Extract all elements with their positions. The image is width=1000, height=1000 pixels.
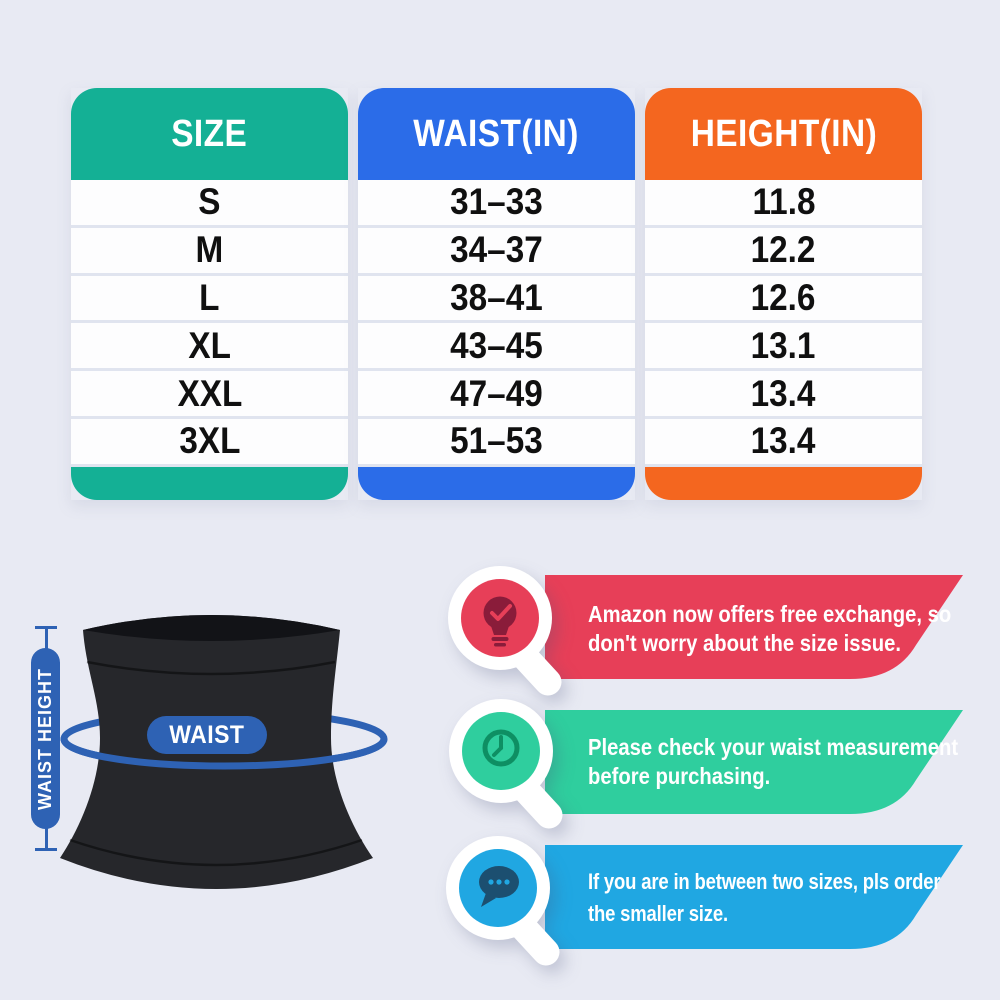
- cell-value: L: [199, 276, 220, 318]
- callout-badge-between-sizes: [432, 822, 582, 982]
- table-cell: [358, 323, 635, 371]
- table-cell: [645, 419, 922, 467]
- waist-column-footer: [358, 467, 635, 500]
- callout-line: don't worry about the size issue.: [588, 630, 901, 656]
- cell-value: 13.1: [751, 324, 816, 366]
- table-cell: [71, 371, 348, 419]
- callout-line: before purchasing.: [588, 763, 771, 789]
- table-cell: [645, 323, 922, 371]
- size-column-footer: [71, 467, 348, 500]
- table-cell: [645, 371, 922, 419]
- waist-label: WAIST: [169, 720, 245, 749]
- table-cell: [71, 228, 348, 276]
- table-cell: [645, 276, 922, 324]
- cell-value: 47–49: [450, 372, 543, 414]
- height-measure-cap-top: [35, 626, 57, 629]
- cell-value: 13.4: [751, 420, 816, 462]
- cell-value: 11.8: [751, 181, 815, 223]
- size-column: [71, 88, 348, 500]
- callout-text-exchange: [588, 600, 1000, 658]
- table-cell: [358, 371, 635, 419]
- badge-inner-circle: [462, 712, 540, 790]
- cell-value: 13.4: [751, 372, 816, 414]
- table-cell: [358, 276, 635, 324]
- callout-line: the smaller size.: [588, 901, 728, 926]
- table-cell: [645, 228, 922, 276]
- cell-value: 43–45: [450, 324, 543, 366]
- waist-label-pill: [147, 716, 267, 754]
- height-column-header: [645, 88, 922, 180]
- callout-text-between-sizes: [588, 866, 1000, 930]
- cell-value: 12.6: [751, 276, 816, 318]
- table-cell: [71, 276, 348, 324]
- cell-value: M: [195, 229, 224, 271]
- cell-value: 31–33: [450, 181, 543, 223]
- height-column: [645, 88, 922, 500]
- cell-value: 3XL: [178, 420, 241, 462]
- table-cell: [358, 228, 635, 276]
- cell-value: 34–37: [450, 229, 543, 271]
- height-header-label: HEIGHT(IN): [690, 112, 877, 155]
- waist-header-label: WAIST(IN): [413, 112, 580, 155]
- callout-text-measure: [588, 733, 1000, 791]
- callout-line: Amazon now offers free exchange, so: [588, 601, 952, 627]
- cell-value: 12.2: [751, 229, 816, 271]
- waist-trainer-illustration: [40, 600, 440, 910]
- table-cell: [645, 180, 922, 228]
- table-cell: [358, 180, 635, 228]
- waist-column: [358, 88, 635, 500]
- cell-value: XXL: [177, 372, 242, 414]
- cell-value: 51–53: [450, 420, 543, 462]
- cell-value: XL: [188, 324, 231, 366]
- table-cell: [358, 419, 635, 467]
- callout-line: If you are in between two sizes, pls order: [588, 869, 941, 894]
- height-measure-cap-bottom: [35, 848, 57, 851]
- cell-value: 38–41: [450, 276, 543, 318]
- table-cell: [71, 323, 348, 371]
- cell-value: S: [198, 181, 221, 223]
- waist-column-header: [358, 88, 635, 180]
- waist-height-label: WAIST HEIGHT: [35, 667, 55, 810]
- height-column-footer: [645, 467, 922, 500]
- waist-height-pill: [31, 648, 60, 829]
- callout-badge-measure: [435, 685, 585, 845]
- table-cell: [71, 180, 348, 228]
- size-column-header: [71, 88, 348, 180]
- table-cell: [71, 419, 348, 467]
- callout-line: Please check your waist measurement: [588, 734, 959, 760]
- size-header-label: SIZE: [171, 112, 248, 155]
